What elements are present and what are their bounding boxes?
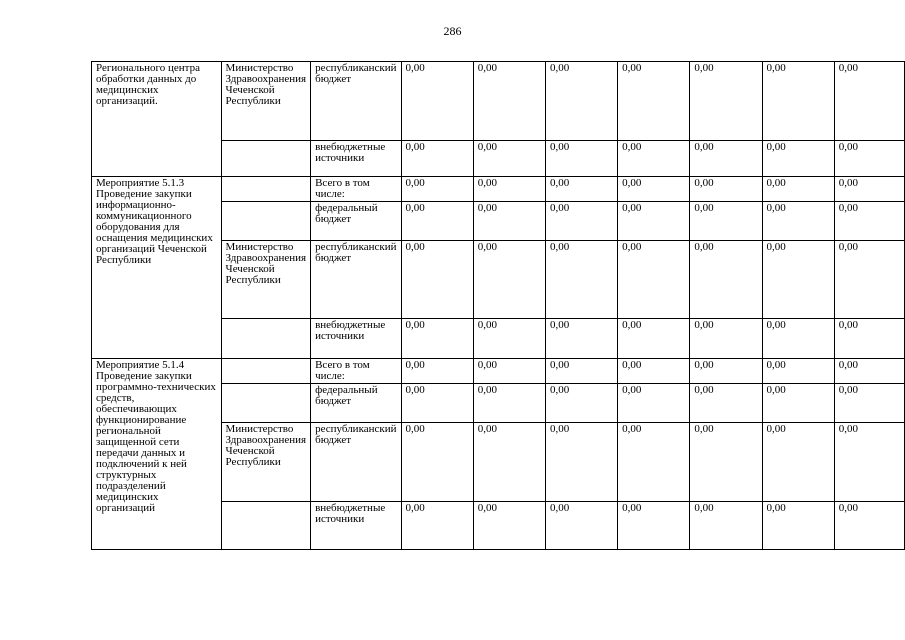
value-cell: 0,00 xyxy=(762,177,834,202)
value-cell: 0,00 xyxy=(762,319,834,359)
value-cell: 0,00 xyxy=(401,384,473,423)
funding-source-cell: республиканский бюджет xyxy=(311,423,401,502)
value-cell: 0,00 xyxy=(618,423,690,502)
value-cell: 0,00 xyxy=(690,423,762,502)
value-cell: 0,00 xyxy=(473,319,545,359)
value-cell: 0,00 xyxy=(618,62,690,141)
value-cell: 0,00 xyxy=(401,241,473,319)
value-cell: 0,00 xyxy=(401,62,473,141)
executor-cell: Министерство Здравоохранения Чеченской Республики xyxy=(221,423,311,502)
value-cell: 0,00 xyxy=(618,202,690,241)
value-cell: 0,00 xyxy=(473,359,545,384)
value-cell: 0,00 xyxy=(545,141,617,177)
measure-name-cell: Регионального центра обработки данных до медицинских организаций. xyxy=(92,62,222,177)
value-cell: 0,00 xyxy=(618,141,690,177)
value-cell: 0,00 xyxy=(545,62,617,141)
funding-source-cell: федеральный бюджет xyxy=(311,384,401,423)
value-cell: 0,00 xyxy=(545,502,617,550)
value-cell: 0,00 xyxy=(834,141,904,177)
value-cell: 0,00 xyxy=(401,177,473,202)
value-cell: 0,00 xyxy=(762,502,834,550)
value-cell: 0,00 xyxy=(834,423,904,502)
value-cell: 0,00 xyxy=(762,62,834,141)
value-cell: 0,00 xyxy=(473,241,545,319)
value-cell: 0,00 xyxy=(834,384,904,423)
budget-table xyxy=(91,61,905,550)
value-cell: 0,00 xyxy=(690,141,762,177)
value-cell: 0,00 xyxy=(690,319,762,359)
value-cell: 0,00 xyxy=(473,62,545,141)
executor-cell xyxy=(221,141,311,177)
value-cell: 0,00 xyxy=(545,384,617,423)
value-cell: 0,00 xyxy=(762,241,834,319)
value-cell: 0,00 xyxy=(690,359,762,384)
table-row xyxy=(92,62,905,141)
funding-source-cell: республиканский бюджет xyxy=(311,241,401,319)
value-cell: 0,00 xyxy=(401,141,473,177)
funding-source-cell: республиканский бюджет xyxy=(311,62,401,141)
value-cell: 0,00 xyxy=(834,202,904,241)
value-cell: 0,00 xyxy=(618,241,690,319)
value-cell: 0,00 xyxy=(401,202,473,241)
executor-cell xyxy=(221,202,311,241)
value-cell: 0,00 xyxy=(762,141,834,177)
value-cell: 0,00 xyxy=(545,177,617,202)
value-cell: 0,00 xyxy=(690,384,762,423)
value-cell: 0,00 xyxy=(762,359,834,384)
value-cell: 0,00 xyxy=(618,502,690,550)
value-cell: 0,00 xyxy=(690,502,762,550)
value-cell: 0,00 xyxy=(545,241,617,319)
value-cell: 0,00 xyxy=(690,62,762,141)
funding-source-cell: Всего в том числе: xyxy=(311,359,401,384)
table-row xyxy=(92,359,905,384)
value-cell: 0,00 xyxy=(545,319,617,359)
value-cell: 0,00 xyxy=(401,502,473,550)
value-cell: 0,00 xyxy=(834,502,904,550)
value-cell: 0,00 xyxy=(762,202,834,241)
value-cell: 0,00 xyxy=(690,202,762,241)
value-cell: 0,00 xyxy=(473,423,545,502)
value-cell: 0,00 xyxy=(473,202,545,241)
measure-name-cell: Мероприятие 5.1.3 Проведение закупки информационно-коммуникационного оборудования для оснащения медицинских организаций Чеченской Республики xyxy=(92,177,222,359)
funding-source-cell: внебюджетные источники xyxy=(311,141,401,177)
value-cell: 0,00 xyxy=(401,359,473,384)
value-cell: 0,00 xyxy=(834,177,904,202)
executor-cell xyxy=(221,359,311,384)
page-number: 286 xyxy=(443,24,462,38)
value-cell: 0,00 xyxy=(401,319,473,359)
value-cell: 0,00 xyxy=(762,384,834,423)
value-cell: 0,00 xyxy=(545,359,617,384)
executor-cell: Министерство Здравоохранения Чеченской Республики xyxy=(221,62,311,141)
value-cell: 0,00 xyxy=(618,319,690,359)
executor-cell: Министерство Здравоохранения Чеченской Республики xyxy=(221,241,311,319)
funding-source-cell: Всего в том числе: xyxy=(311,177,401,202)
value-cell: 0,00 xyxy=(690,241,762,319)
value-cell: 0,00 xyxy=(834,241,904,319)
funding-source-cell: федеральный бюджет xyxy=(311,202,401,241)
value-cell: 0,00 xyxy=(473,177,545,202)
executor-cell xyxy=(221,502,311,550)
value-cell: 0,00 xyxy=(618,384,690,423)
table-row xyxy=(92,177,905,202)
value-cell: 0,00 xyxy=(401,423,473,502)
value-cell: 0,00 xyxy=(834,319,904,359)
executor-cell xyxy=(221,384,311,423)
value-cell: 0,00 xyxy=(762,423,834,502)
measure-name-cell: Мероприятие 5.1.4 Проведение закупки программно-технических средств, обеспечивающих функционирование региональной защищенной сети передачи данных и подключений к ней структурных подразделений медицинских организаций xyxy=(92,359,222,550)
value-cell: 0,00 xyxy=(618,359,690,384)
value-cell: 0,00 xyxy=(545,423,617,502)
value-cell: 0,00 xyxy=(834,359,904,384)
value-cell: 0,00 xyxy=(473,502,545,550)
funding-source-cell: внебюджетные источники xyxy=(311,502,401,550)
funding-source-cell: внебюджетные источники xyxy=(311,319,401,359)
value-cell: 0,00 xyxy=(473,384,545,423)
executor-cell xyxy=(221,177,311,202)
value-cell: 0,00 xyxy=(690,177,762,202)
value-cell: 0,00 xyxy=(834,62,904,141)
value-cell: 0,00 xyxy=(545,202,617,241)
executor-cell xyxy=(221,319,311,359)
value-cell: 0,00 xyxy=(473,141,545,177)
value-cell: 0,00 xyxy=(618,177,690,202)
